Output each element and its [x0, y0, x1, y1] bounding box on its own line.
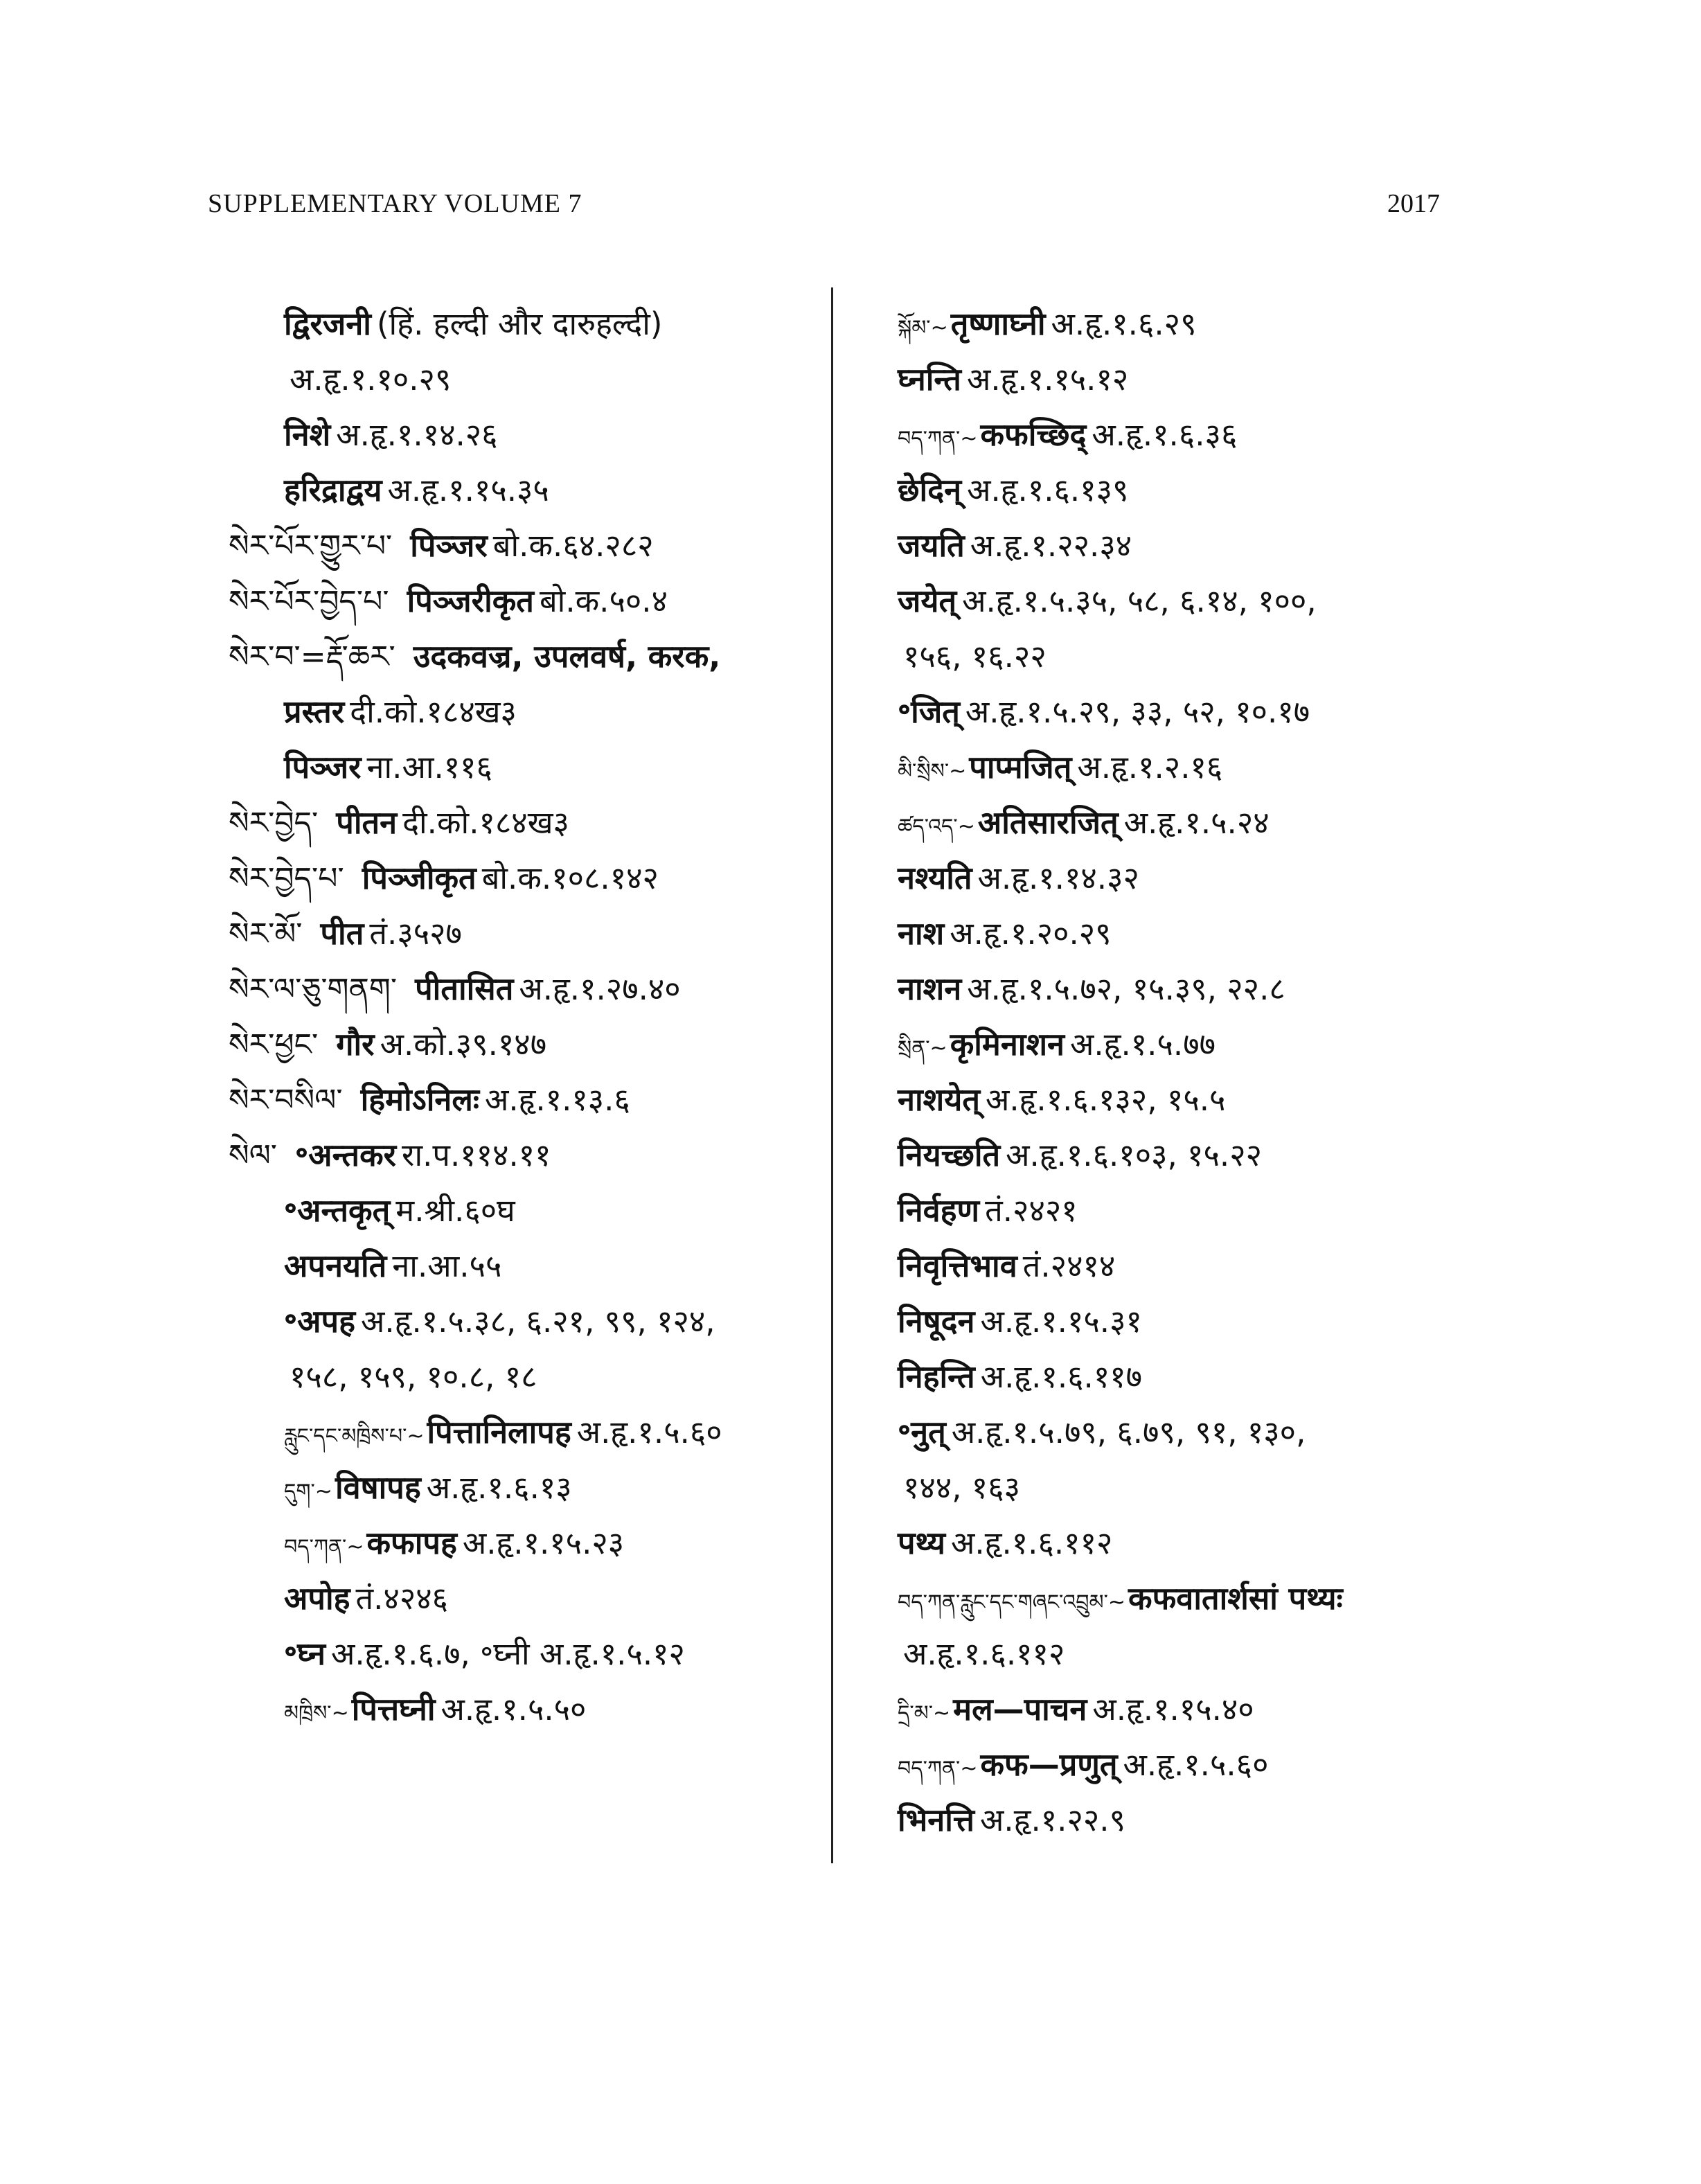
sanskrit-headword: नश्यति — [898, 860, 972, 896]
source-reference: अ.हृ.१.१५.२३ — [462, 1525, 625, 1561]
sanskrit-headword: अपोह — [284, 1580, 350, 1617]
tibetan-term: རླུང་དང་མཁྲིས་པ་~ — [284, 1424, 425, 1448]
dictionary-line — [229, 463, 824, 518]
dictionary-line — [229, 352, 824, 407]
tibetan-term: མི་སྲིས་~ — [898, 759, 967, 783]
dictionary-line — [898, 1682, 1521, 1737]
sanskrit-headword: ॰अपह — [284, 1303, 356, 1340]
dictionary-line — [898, 296, 1521, 352]
source-reference: तं.३५२७ — [369, 915, 462, 952]
dictionary-line — [898, 1405, 1521, 1460]
sanskrit-headword: निषूदन — [898, 1303, 975, 1340]
dictionary-line — [229, 1460, 824, 1516]
source-reference: अ.हृ.१.१०.२९ — [290, 361, 452, 398]
tibetan-term: སྐོམ་~ — [898, 316, 948, 340]
dictionary-line — [229, 795, 824, 851]
source-reference: अ.हृ.१.६.७, ॰घ्नी अ.हृ.१.५.१२ — [330, 1635, 685, 1672]
sanskrit-headword: पीतासित — [415, 970, 514, 1007]
tibetan-term: སེར་པོར་བྱེད་པ་ — [229, 584, 389, 619]
dictionary-line — [229, 1626, 824, 1682]
source-reference: अ.हृ.१.१५.३५ — [387, 472, 549, 508]
sanskrit-headword: भिनत्ति — [898, 1802, 975, 1838]
source-reference: अ.हृ.१.१५.३१ — [980, 1303, 1142, 1340]
sanskrit-headword: नाशन — [898, 970, 962, 1007]
dictionary-line — [229, 1294, 824, 1349]
source-reference: अ.हृ.१.५.२४ — [1123, 804, 1270, 841]
dictionary-line — [229, 1516, 824, 1571]
sanskrit-headword: मल—पाचन — [953, 1691, 1087, 1728]
dictionary-line — [229, 1571, 824, 1626]
source-reference: अ.हृ.१.१४.३२ — [977, 860, 1139, 896]
sanskrit-headword: नाशयेत् — [898, 1081, 980, 1118]
source-reference: अ.हृ.१.५.७२, १५.३९, २२.८ — [967, 970, 1285, 1007]
sanskrit-headword: पीत — [320, 915, 364, 952]
dictionary-line — [898, 795, 1521, 851]
source-reference: १५६, १६.२२ — [903, 638, 1047, 675]
dictionary-line — [229, 684, 824, 740]
dictionary-line — [898, 961, 1521, 1017]
dictionary-line — [898, 352, 1521, 407]
dictionary-line — [229, 518, 824, 574]
dictionary-line — [898, 574, 1521, 629]
tibetan-term: བད་ཀན་~ — [898, 1757, 978, 1781]
sanskrit-headword: ॰जित् — [898, 693, 960, 730]
sanskrit-headword: ॰घ्न — [284, 1635, 326, 1672]
dictionary-line — [229, 740, 824, 795]
dictionary-line — [898, 463, 1521, 518]
source-reference: अ.हृ.१.५.६० — [1123, 1746, 1269, 1783]
sanskrit-headword: कफच्छिद् — [980, 416, 1087, 453]
source-reference: अ.हृ.१.६.३६ — [1092, 416, 1238, 453]
source-reference: अ.हृ.१.६.११२ — [951, 1525, 1113, 1561]
dictionary-line — [898, 1072, 1521, 1128]
sanskrit-headword: पित्तघ्नी — [351, 1691, 436, 1728]
source-reference: अ.हृ.१.२७.४० — [519, 970, 681, 1007]
source-reference: अ.हृ.१.२२.३४ — [970, 527, 1132, 564]
source-reference: अ.हृ.१.५.३५, ५८, ६.१४, १००, — [962, 583, 1317, 619]
dictionary-line — [898, 906, 1521, 961]
dictionary-line — [898, 1128, 1521, 1183]
dictionary-line — [229, 1349, 824, 1405]
source-reference: अ.को.३९.१४७ — [380, 1026, 547, 1063]
sanskrit-headword: कफवातार्शसां पथ्यः — [1128, 1580, 1343, 1617]
source-reference: बो.क.६४.२८२ — [492, 527, 654, 564]
sanskrit-headword: पिञ्जीकृत — [362, 860, 477, 896]
source-reference: रा.प.११४.११ — [402, 1137, 551, 1173]
tibetan-term: སེར་ཕྱང་ — [229, 1027, 319, 1063]
source-reference: अ.हृ.१.५.५० — [440, 1691, 587, 1728]
source-reference: अ.हृ.१.२.१६ — [1077, 749, 1223, 785]
dictionary-line — [898, 1737, 1521, 1793]
source-reference: दी.को.१८४ख३ — [350, 693, 517, 730]
dictionary-line — [229, 1128, 824, 1183]
sanskrit-headword: नियच्छति — [898, 1137, 1001, 1173]
source-reference: ना.आ.५५ — [392, 1248, 502, 1284]
sanskrit-headword: ॰अन्तकृत् — [284, 1192, 391, 1229]
dictionary-line — [898, 1349, 1521, 1405]
source-reference: म.श्री.६०घ — [395, 1192, 515, 1229]
dictionary-line — [229, 1239, 824, 1294]
tibetan-term: སེར་བྱེད་ — [229, 806, 319, 841]
sanskrit-headword: जयेत् — [898, 583, 957, 619]
tibetan-term: བད་ཀན་རླུང་དང་གཞང་འབྲུམ་~ — [898, 1590, 1126, 1615]
source-reference: अ.हृ.१.६.१०३, १५.२२ — [1006, 1137, 1263, 1173]
dictionary-line — [898, 629, 1521, 684]
dictionary-line — [898, 1571, 1521, 1626]
sanskrit-headword: निर्वहण — [898, 1192, 980, 1229]
tibetan-term: བད་ཀན་~ — [284, 1535, 364, 1559]
sanskrit-headword: अपनयति — [284, 1248, 387, 1284]
tibetan-term: དྲི་མ་~ — [898, 1701, 951, 1725]
sanskrit-headword: निहन्ति — [898, 1358, 975, 1395]
source-reference: बो.क.१०८.१४२ — [481, 860, 659, 896]
source-reference: १५८, १५९, १०.८, १८ — [290, 1358, 537, 1395]
source-reference: अ.हृ.१.२२.९ — [980, 1802, 1125, 1838]
sanskrit-headword: जयति — [898, 527, 965, 564]
sanskrit-headword: उदकवज्र, उपलवर्ष, करक, — [413, 638, 721, 675]
dictionary-line — [229, 1682, 824, 1737]
sanskrit-headword: पिञ्जर — [284, 749, 362, 785]
tibetan-term: སེར་བསིལ་ — [229, 1083, 343, 1118]
source-reference: (हिं. हल्दी और दारुहल्दी) — [376, 305, 663, 342]
running-header: SUPPLEMENTARY VOLUME 7 — [208, 189, 582, 218]
source-reference: अ.हृ.१.१५.४० — [1092, 1691, 1254, 1728]
sanskrit-headword: घ्नन्ति — [898, 361, 961, 398]
sanskrit-headword: द्विरजनी — [284, 305, 371, 342]
dictionary-line — [229, 629, 824, 684]
sanskrit-headword: ॰नुत् — [898, 1414, 946, 1450]
sanskrit-headword: ॰अन्तकर — [295, 1137, 397, 1173]
tibetan-term: དུག་~ — [284, 1480, 332, 1504]
column-divider — [831, 287, 833, 1863]
dictionary-line — [229, 1072, 824, 1128]
dictionary-line — [229, 574, 824, 629]
source-reference: अ.हृ.१.६.१३९ — [967, 472, 1129, 508]
sanskrit-headword: पिञ्जर — [410, 527, 488, 564]
sanskrit-headword: पाप्मजित् — [969, 749, 1072, 785]
source-reference: अ.हृ.१.५.३८, ६.२१, ९९, १२४, — [361, 1303, 715, 1340]
dictionary-line — [229, 851, 824, 906]
sanskrit-headword: हरिद्राद्वय — [284, 472, 382, 508]
dictionary-line — [898, 518, 1521, 574]
source-reference: दी.को.१८४ख३ — [402, 804, 569, 841]
dictionary-line — [229, 1017, 824, 1072]
sanskrit-headword: नाश — [898, 915, 945, 952]
tibetan-term: བད་ཀན་~ — [898, 427, 978, 451]
sanskrit-headword: कफ—प्रणुत् — [980, 1746, 1118, 1783]
tibetan-term: སྲིན་~ — [898, 1036, 947, 1060]
sanskrit-headword: विषापह — [335, 1469, 421, 1506]
left-column — [229, 296, 824, 1737]
source-reference: तं.४२४६ — [355, 1580, 449, 1617]
dictionary-line — [898, 1516, 1521, 1571]
dictionary-line — [229, 407, 824, 463]
tibetan-term: མཁྲིས་~ — [284, 1701, 349, 1725]
source-reference: तं.२४२१ — [985, 1192, 1078, 1229]
sanskrit-headword: पिञ्जरीकृत — [407, 583, 534, 619]
dictionary-line — [898, 1239, 1521, 1294]
source-reference: अ.हृ.१.२०.२९ — [950, 915, 1112, 952]
source-reference: बो.क.५०.४ — [539, 583, 668, 619]
source-reference: अ.हृ.१.५.७९, ६.७९, ९१, १३०, — [951, 1414, 1306, 1450]
dictionary-line — [898, 1017, 1521, 1072]
source-reference: अ.हृ.१.६.२९ — [1051, 305, 1197, 342]
tibetan-term: སེར་པོར་གྱུར་པ་ — [229, 529, 393, 564]
sanskrit-headword: निवृत्तिभाव — [898, 1248, 1017, 1284]
right-column — [898, 296, 1521, 1848]
sanskrit-headword: हिमोऽनिलः — [360, 1081, 479, 1118]
dictionary-line — [898, 1626, 1521, 1682]
tibetan-term: སེར་ལ་ཅུ་གནག་ — [229, 972, 398, 1007]
tibetan-term: སེར་མོ་ — [229, 916, 303, 952]
sanskrit-headword: कफापह — [366, 1525, 457, 1561]
sanskrit-headword: प्रस्तर — [284, 693, 345, 730]
dictionary-line — [229, 296, 824, 352]
source-reference: अ.हृ.१.१५.१२ — [966, 361, 1129, 398]
tibetan-term: སེར་བྱེད་པ་ — [229, 861, 344, 896]
sanskrit-headword: पित्तानिलापह — [427, 1414, 571, 1450]
dictionary-line — [898, 1294, 1521, 1349]
source-reference: अ.हृ.१.५.२९, ३३, ५२, १०.१७ — [965, 693, 1310, 730]
sanskrit-headword: छेदिन् — [898, 472, 962, 508]
sanskrit-headword: तृष्णाघ्नी — [950, 305, 1046, 342]
tibetan-term: སེལ་ — [229, 1138, 278, 1173]
dictionary-line — [898, 1793, 1521, 1848]
dictionary-line — [229, 1405, 824, 1460]
dictionary-line — [898, 407, 1521, 463]
sanskrit-headword: कृमिनाशन — [950, 1026, 1065, 1063]
sanskrit-headword: अतिसारजित् — [977, 804, 1119, 841]
page-number: 2017 — [1387, 189, 1440, 218]
source-reference: अ.हृ.१.५.७७ — [1070, 1026, 1215, 1063]
source-reference: तं.२४१४ — [1022, 1248, 1116, 1284]
source-reference: अ.हृ.१.६.११२ — [903, 1635, 1065, 1672]
dictionary-line — [898, 1183, 1521, 1239]
sanskrit-headword: पथ्य — [898, 1525, 946, 1561]
tibetan-term: ཚད་འད་~ — [898, 815, 975, 839]
source-reference: १४४, १६३ — [903, 1469, 1021, 1506]
source-reference: ना.आ.११६ — [366, 749, 492, 785]
tibetan-term: སེར་བ་=རྡོ་ཆར་ — [229, 639, 395, 675]
source-reference: अ.हृ.१.६.१३ — [426, 1469, 572, 1506]
dictionary-line — [229, 906, 824, 961]
source-reference: अ.हृ.१.१४.२६ — [336, 416, 498, 453]
source-reference: अ.हृ.१.६.१३२, १५.५ — [985, 1081, 1226, 1118]
dictionary-line — [898, 851, 1521, 906]
sanskrit-headword: गौर — [336, 1026, 375, 1063]
dictionary-line — [898, 684, 1521, 740]
sanskrit-headword: पीतन — [336, 804, 398, 841]
sanskrit-headword: निशे — [284, 416, 331, 453]
source-reference: अ.हृ.१.१३.६ — [484, 1081, 630, 1118]
dictionary-line — [898, 740, 1521, 795]
dictionary-line — [898, 1460, 1521, 1516]
dictionary-line — [229, 961, 824, 1017]
dictionary-line — [229, 1183, 824, 1239]
source-reference: अ.हृ.१.६.११७ — [980, 1358, 1143, 1395]
source-reference: अ.हृ.१.५.६० — [576, 1414, 722, 1450]
